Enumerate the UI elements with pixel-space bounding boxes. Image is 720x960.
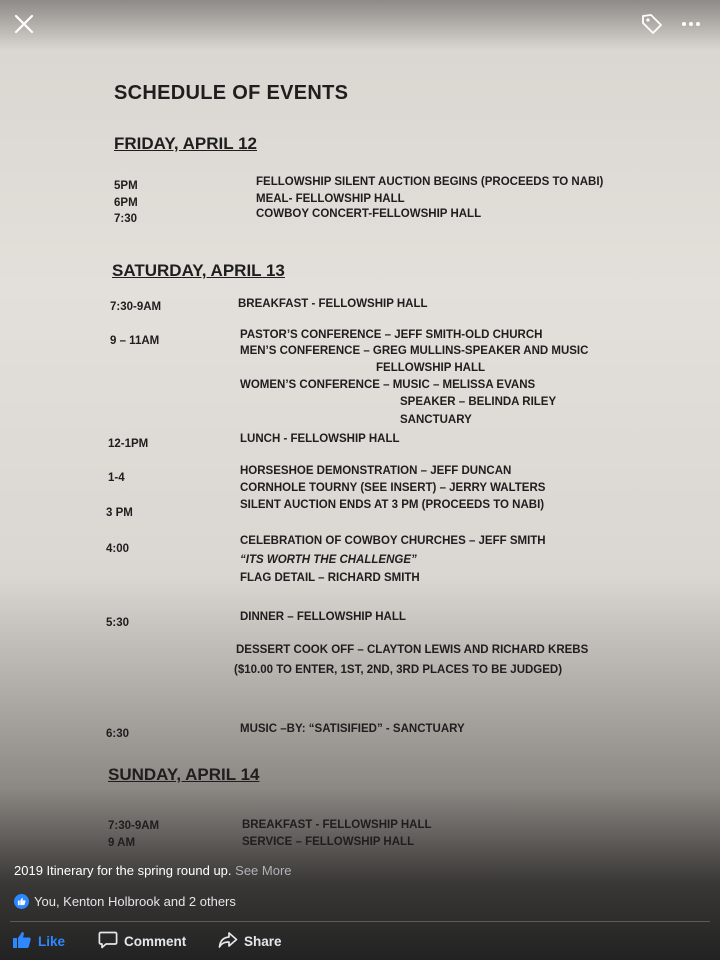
day-heading-saturday: SATURDAY, APRIL 13 xyxy=(112,261,285,280)
comment-icon xyxy=(98,931,124,952)
row-text: MUSIC –BY: “SATISIFIED” - SANCTUARY xyxy=(240,723,465,735)
row-time: 7:30-9AM xyxy=(110,301,162,313)
viewer-top-bar xyxy=(0,0,720,50)
share-button[interactable] xyxy=(218,925,282,957)
like-reaction-icon xyxy=(14,894,29,909)
comment-label: Comment xyxy=(124,933,187,949)
row-text: ($10.00 TO ENTER, 1ST, 2ND, 3RD PLACES TO BE JUDGED) xyxy=(234,664,563,676)
thumbs-up-icon xyxy=(12,931,38,952)
row-text: COWBOY CONCERT-FELLOWSHIP HALL xyxy=(256,208,482,220)
row-time: 7:30 xyxy=(114,213,138,225)
document-title: SCHEDULE OF EVENTS xyxy=(114,82,349,104)
row-text: SILENT AUCTION ENDS AT 3 PM (PROCEEDS TO NABI) xyxy=(240,499,545,511)
row-time: 7:30-9AM xyxy=(108,820,160,832)
row-time: 5PM xyxy=(114,180,138,192)
caption-text: 2019 Itinerary for the spring round up. xyxy=(14,863,232,878)
row-time: 9 AM xyxy=(108,837,136,849)
row-text: BREAKFAST - FELLOWSHIP HALL xyxy=(242,819,432,831)
tag-icon[interactable] xyxy=(640,12,664,36)
divider xyxy=(10,921,710,922)
row-time: 1-4 xyxy=(108,472,125,484)
row-text: LUNCH - FELLOWSHIP HALL xyxy=(240,433,400,445)
row-text: CELEBRATION OF COWBOY CHURCHES – JEFF SMITH xyxy=(240,535,546,547)
row-text: PASTOR’S CONFERENCE – JEFF SMITH-OLD CHURCH xyxy=(240,329,543,341)
row-time: 4:00 xyxy=(106,543,130,555)
row-time: 6:30 xyxy=(106,728,130,740)
reactions-text: You, Kenton Holbrook and 2 others xyxy=(34,893,236,909)
post-actions xyxy=(0,925,720,957)
like-label: Like xyxy=(38,933,66,949)
row-text: MEAL- FELLOWSHIP HALL xyxy=(256,193,405,205)
day-heading-sunday: SUNDAY, APRIL 14 xyxy=(108,765,260,784)
row-text: “ITS WORTH THE CHALLENGE” xyxy=(240,554,417,566)
row-time: 5:30 xyxy=(106,617,130,629)
like-button[interactable] xyxy=(12,925,65,957)
row-text: HORSESHOE DEMONSTRATION – JEFF DUNCAN xyxy=(240,465,512,477)
close-icon[interactable] xyxy=(12,12,36,36)
row-text: DESSERT COOK OFF – CLAYTON LEWIS AND RICHARD KREBS xyxy=(236,644,589,656)
row-time: 6PM xyxy=(114,197,138,209)
row-text: SPEAKER – BELINDA RILEY xyxy=(400,396,557,408)
row-text: DINNER – FELLOWSHIP HALL xyxy=(240,611,406,623)
row-text: SANCTUARY xyxy=(400,414,472,426)
share-icon xyxy=(218,931,244,952)
share-label: Share xyxy=(244,933,282,949)
row-text: BREAKFAST - FELLOWSHIP HALL xyxy=(238,298,428,310)
row-text: WOMEN’S CONFERENCE – MUSIC – MELISSA EVANS xyxy=(240,379,536,391)
row-text: SERVICE – FELLOWSHIP HALL xyxy=(242,836,415,848)
row-text: CORNHOLE TOURNY (SEE INSERT) – JERRY WALTERS xyxy=(240,482,546,494)
day-heading-friday: FRIDAY, APRIL 12 xyxy=(114,134,257,153)
reactions-summary[interactable] xyxy=(14,892,236,910)
row-time: 12-1PM xyxy=(108,438,149,450)
row-time: 9 – 11AM xyxy=(110,335,160,347)
row-text: FLAG DETAIL – RICHARD SMITH xyxy=(240,572,420,584)
post-caption xyxy=(14,863,292,878)
row-text: FELLOWSHIP HALL xyxy=(376,362,486,374)
more-icon[interactable] xyxy=(680,12,702,36)
row-text: FELLOWSHIP SILENT AUCTION BEGINS (PROCEEDS TO NABI) xyxy=(256,176,604,188)
row-time: 3 PM xyxy=(106,507,133,519)
comment-button[interactable] xyxy=(98,925,186,957)
row-text: MEN’S CONFERENCE – GREG MULLINS-SPEAKER AND MUSIC xyxy=(240,345,589,357)
see-more-link[interactable]: See More xyxy=(235,863,292,878)
schedule-document xyxy=(78,40,658,900)
